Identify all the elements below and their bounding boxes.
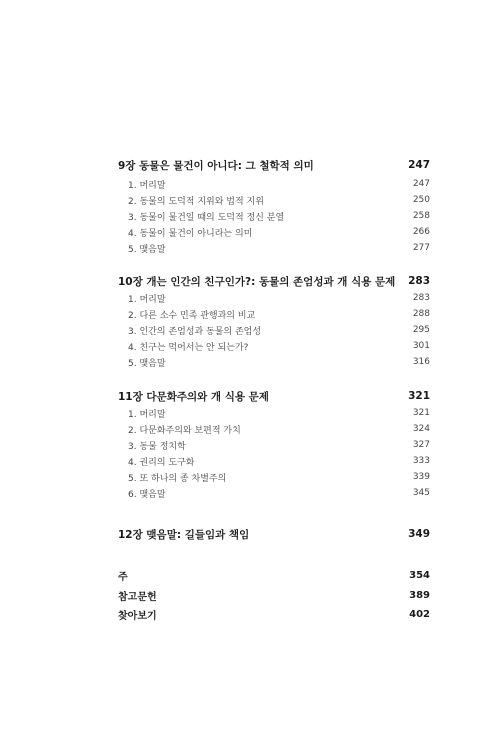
section-entry <box>118 176 430 192</box>
section-label: 1. 머리말 <box>128 180 166 191</box>
section-label: 5. 맺음말 <box>128 244 166 255</box>
back-matter-entry <box>118 606 430 622</box>
section-label: 3. 동물이 물건일 때의 도덕적 정신 분열 <box>128 212 285 223</box>
section-page: 288 <box>412 309 430 319</box>
section-entry <box>118 485 430 501</box>
section-label: 1. 머리말 <box>128 409 166 420</box>
chapter-12-entry <box>118 526 430 542</box>
section-label: 2. 다문화주의와 보편적 가치 <box>128 425 241 436</box>
chapter-page: 349 <box>408 528 430 540</box>
section-entry <box>118 240 430 256</box>
section-page: 316 <box>412 357 430 367</box>
section-entry <box>118 453 430 469</box>
section-label: 1. 머리말 <box>128 294 166 305</box>
section-label: 5. 맺음말 <box>128 358 166 369</box>
section-label: 4. 권리의 도구화 <box>128 457 195 468</box>
chapter-title: 10장 개는 인간의 친구인가?: 동물의 존엄성과 개 식용 문제 <box>118 275 396 288</box>
section-entry <box>118 338 430 354</box>
back-matter-page: 389 <box>409 589 430 601</box>
section-page: 295 <box>412 325 430 335</box>
section-entry <box>118 354 430 370</box>
section-entry <box>118 224 430 240</box>
section-entry <box>118 208 430 224</box>
section-page: 277 <box>412 243 430 253</box>
chapter-9-entry <box>118 157 430 173</box>
section-page: 250 <box>412 195 430 205</box>
section-page: 345 <box>412 488 430 498</box>
section-entry <box>118 306 430 322</box>
section-page: 333 <box>412 456 430 466</box>
chapter-title: 11장 다문화주의와 개 식용 문제 <box>118 390 269 403</box>
chapter-10-entry <box>118 273 430 289</box>
section-entry <box>118 469 430 485</box>
section-label: 2. 동물의 도덕적 지위와 법적 지위 <box>128 196 264 207</box>
section-page: 339 <box>412 472 430 482</box>
section-entry <box>118 437 430 453</box>
section-page: 324 <box>412 424 430 434</box>
chapter-title: 12장 맺음말: 길들임과 책임 <box>118 528 250 541</box>
section-entry <box>118 421 430 437</box>
back-matter-entry <box>118 567 430 583</box>
section-label: 2. 다른 소수 민족 관행과의 비교 <box>128 310 256 321</box>
section-label: 5. 또 하나의 종 차별주의 <box>128 473 227 484</box>
section-entry <box>118 192 430 208</box>
chapter-page: 283 <box>408 275 430 287</box>
chapter-page: 321 <box>408 390 430 402</box>
chapter-11-entry <box>118 388 430 404</box>
back-matter-label: 참고문헌 <box>118 591 157 603</box>
back-matter-page: 402 <box>409 608 430 620</box>
back-matter-page: 354 <box>409 569 430 581</box>
back-matter-entry <box>118 587 430 603</box>
section-entry <box>118 405 430 421</box>
section-label: 4. 친구는 먹어서는 안 되는가? <box>128 342 249 353</box>
section-page: 301 <box>412 341 430 351</box>
section-label: 4. 동물이 물건이 아니라는 의미 <box>128 228 253 239</box>
back-matter-label: 주 <box>118 571 128 583</box>
chapter-title: 9장 동물은 물건이 아니다: 그 철학적 의미 <box>118 159 314 172</box>
section-page: 247 <box>412 179 430 189</box>
section-label: 6. 맺음말 <box>128 489 166 500</box>
section-label: 3. 인간의 존엄성과 동물의 존엄성 <box>128 326 262 337</box>
section-label: 3. 동물 정치학 <box>128 441 186 452</box>
section-page: 283 <box>412 293 430 303</box>
section-page: 321 <box>412 408 430 418</box>
section-page: 327 <box>412 440 430 450</box>
back-matter-label: 찾아보기 <box>118 610 157 622</box>
section-page: 258 <box>412 211 430 221</box>
section-entry <box>118 322 430 338</box>
section-page: 266 <box>412 227 430 237</box>
chapter-page: 247 <box>408 159 430 171</box>
section-entry <box>118 290 430 306</box>
